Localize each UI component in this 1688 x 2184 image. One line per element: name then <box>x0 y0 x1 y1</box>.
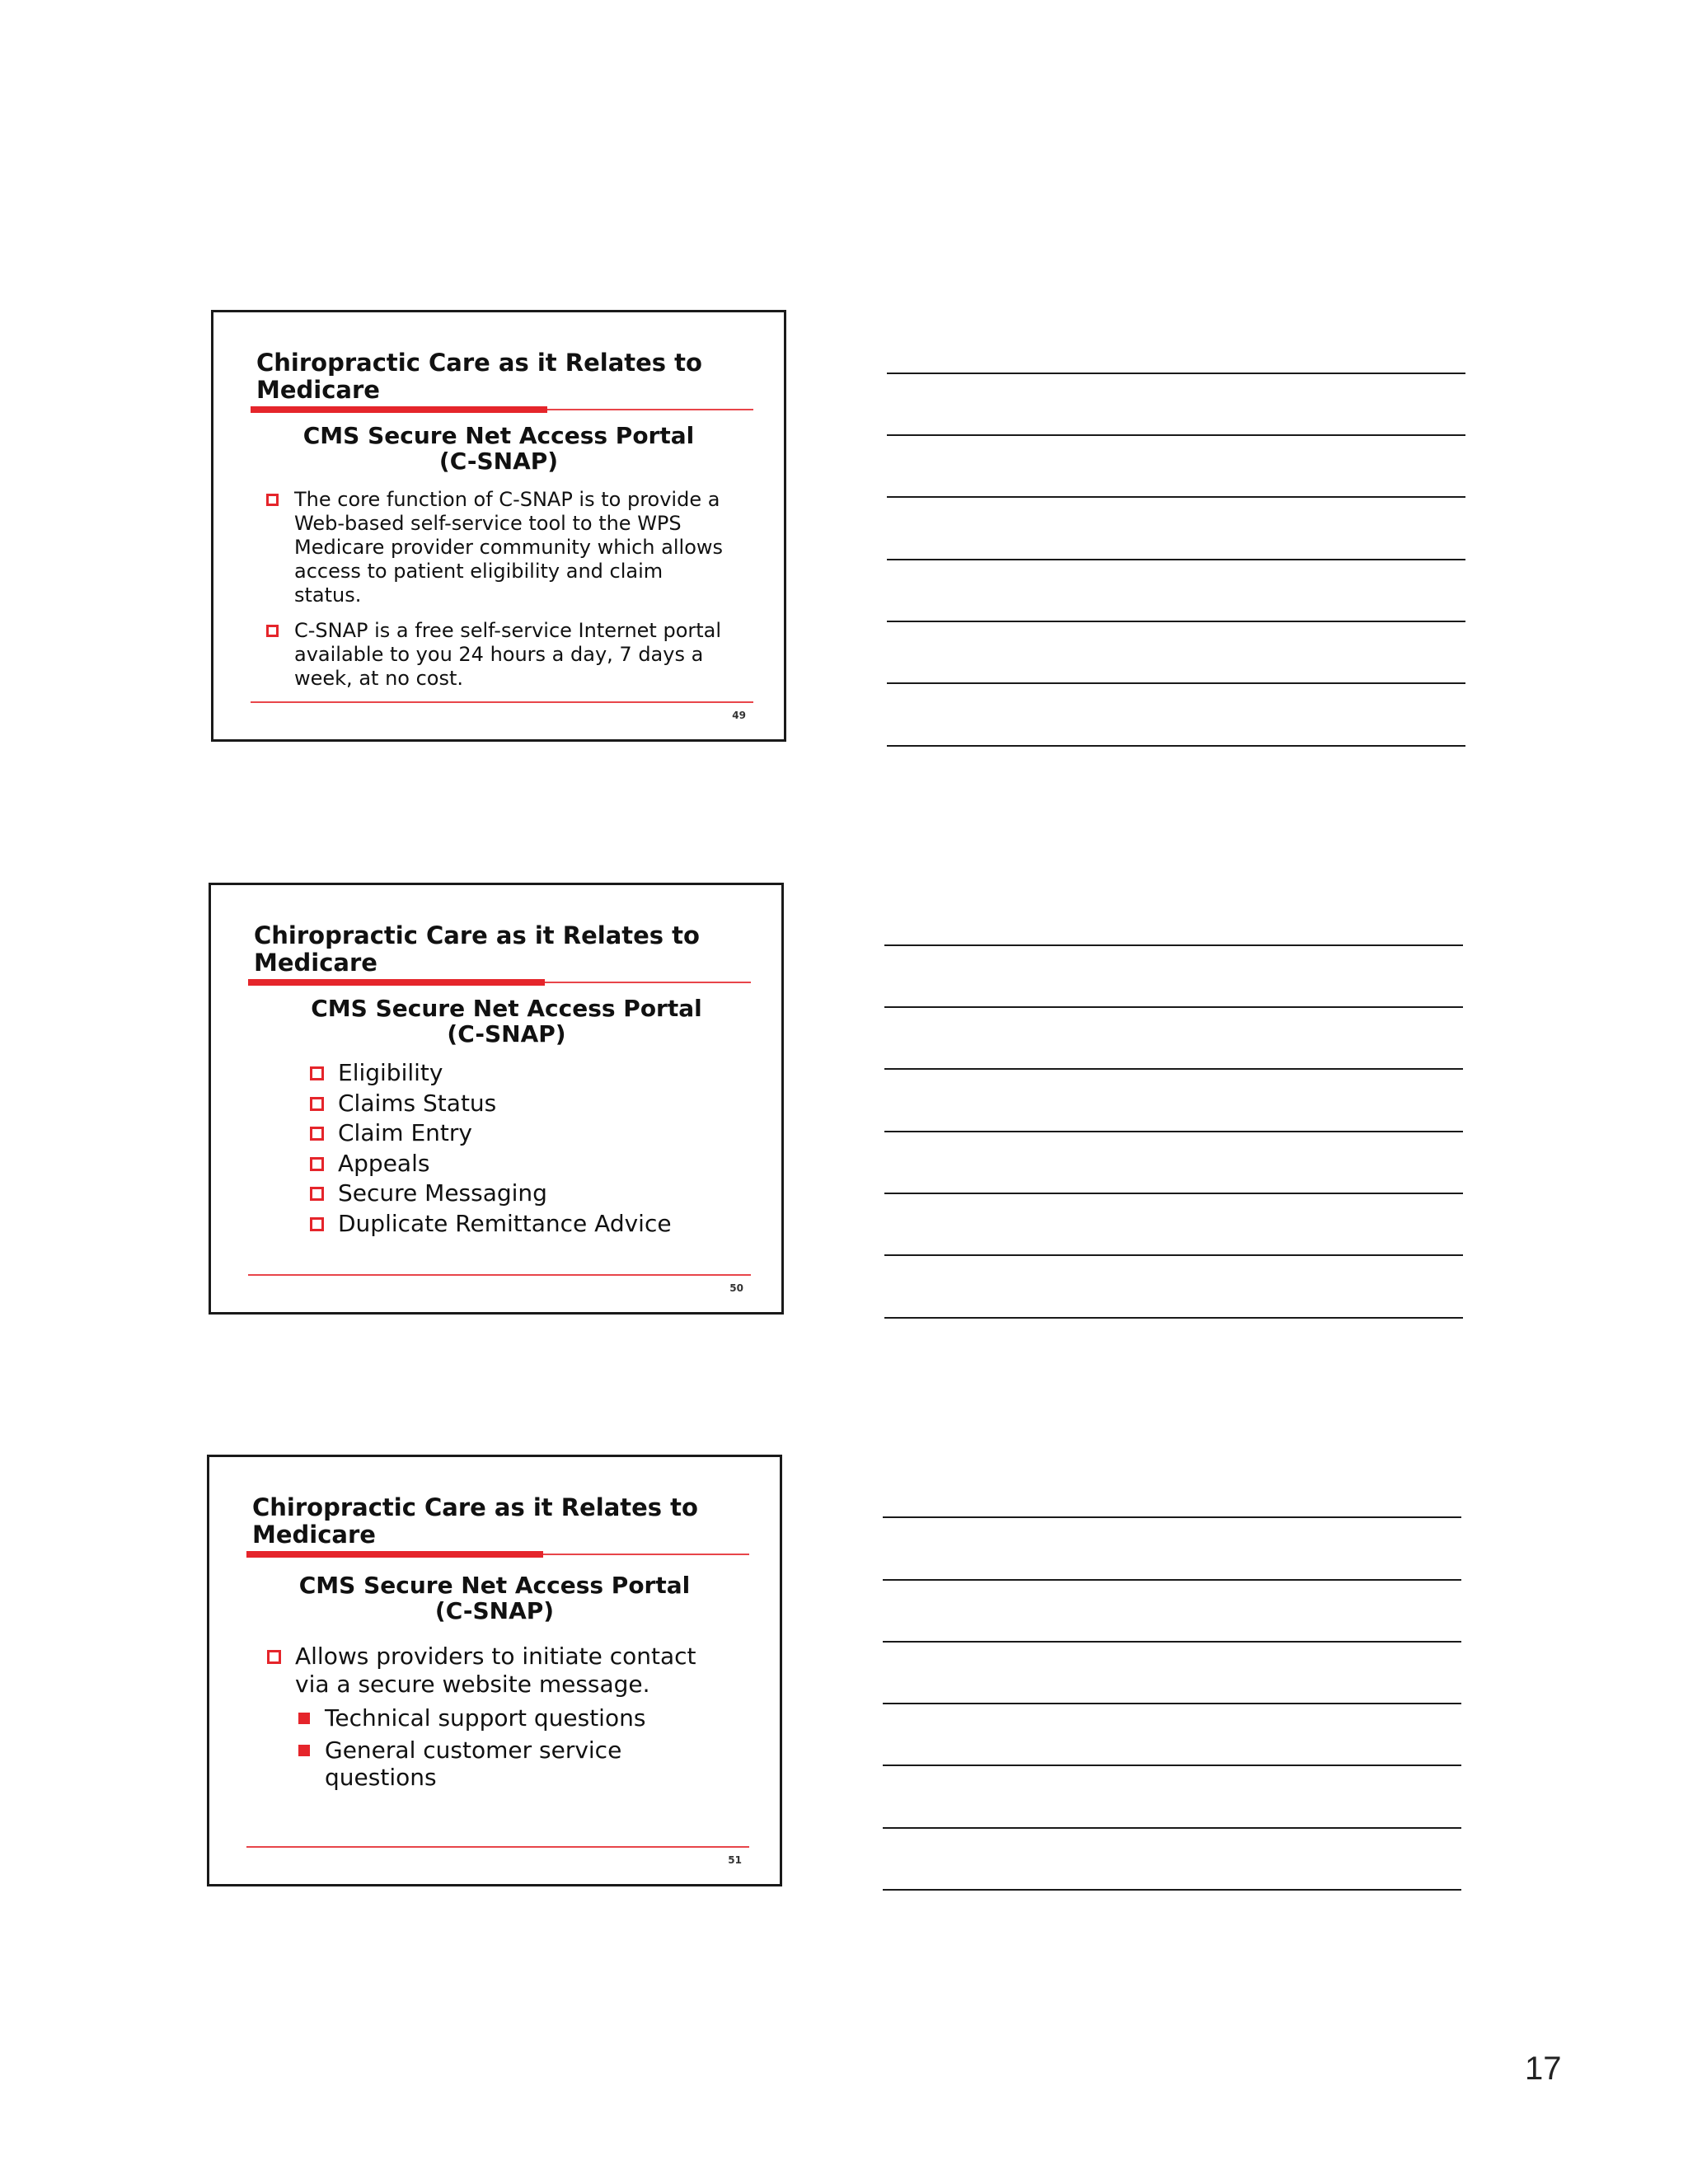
slide-number: 49 <box>732 710 746 721</box>
slide-49 <box>211 310 786 742</box>
slide-number: 51 <box>728 1854 742 1866</box>
list-item <box>298 1736 727 1791</box>
bullet-list <box>310 1058 722 1239</box>
slide-number: 50 <box>729 1282 743 1294</box>
title-accent-bar <box>246 1551 543 1558</box>
subtitle-line-1: CMS Secure Net Access Portal <box>298 1572 691 1599</box>
list-item <box>266 488 736 607</box>
list-item <box>310 1179 722 1209</box>
bullet-list <box>266 488 736 691</box>
note-line <box>883 1641 1461 1643</box>
filled-square-bullet-icon <box>298 1713 310 1724</box>
title-accent-bar <box>251 406 547 413</box>
slide-51 <box>207 1455 782 1886</box>
hollow-square-bullet-icon <box>310 1127 324 1141</box>
hollow-square-bullet-icon <box>310 1187 324 1201</box>
hollow-square-bullet-icon <box>310 1217 324 1231</box>
slide-subtitle <box>209 1572 780 1624</box>
note-line <box>887 682 1465 684</box>
note-line <box>883 1703 1461 1704</box>
note-line <box>887 745 1465 747</box>
note-line <box>884 1193 1463 1194</box>
note-line <box>887 496 1465 498</box>
slide-50 <box>209 883 784 1315</box>
slide-subtitle <box>213 423 784 474</box>
footer-rule <box>246 1846 749 1848</box>
list-item <box>298 1704 727 1732</box>
page-number: 17 <box>1525 2050 1562 2087</box>
subtitle-line-1: CMS Secure Net Access Portal <box>311 995 702 1022</box>
hollow-square-bullet-icon <box>310 1066 324 1080</box>
bullet-text: Secure Messaging <box>338 1179 547 1207</box>
hollow-square-bullet-icon <box>310 1157 324 1171</box>
subtitle-line-2: (C-SNAP) <box>434 1597 555 1624</box>
title-accent-bar <box>248 979 545 986</box>
hollow-square-bullet-icon <box>266 494 279 506</box>
sub-bullet-text: General customer service questions <box>325 1736 622 1791</box>
bullet-text: Duplicate Remittance Advice <box>338 1209 672 1237</box>
subtitle-line-2: (C-SNAP) <box>438 448 559 475</box>
sub-bullet-text: Technical support questions <box>325 1704 646 1732</box>
bullet-text: Eligibility <box>338 1059 443 1086</box>
note-line <box>883 1579 1461 1581</box>
slide-title: Chiropractic Care as it Relates to Medicare <box>252 1493 698 1549</box>
list-item <box>310 1209 722 1240</box>
slide-title: Chiropractic Care as it Relates to Medicare <box>254 921 700 977</box>
bullet-text: C-SNAP is a free self-service Internet portal available to you 24 hours a day, 7 days a week, at no cost. <box>294 619 722 690</box>
list-item <box>310 1058 722 1089</box>
note-line <box>884 1317 1463 1319</box>
note-line <box>887 621 1465 622</box>
slide-title: Chiropractic Care as it Relates to Medicare <box>256 349 702 404</box>
bullet-text: Claims Status <box>338 1089 497 1117</box>
bullet-text: The core function of C-SNAP is to provide a Web-based self-service tool to the WPS Medicare provider community which allows access to patient eligibility and claim status. <box>294 488 724 607</box>
bullet-text: Appeals <box>338 1149 430 1177</box>
hollow-square-bullet-icon <box>310 1097 324 1111</box>
note-line <box>887 434 1465 436</box>
list-item <box>310 1089 722 1119</box>
note-line <box>887 559 1465 560</box>
list-item <box>267 1643 729 1699</box>
bullet-text: Allows providers to initiate contact via a secure website message. <box>295 1643 696 1698</box>
footer-rule <box>248 1274 751 1276</box>
note-line <box>883 1889 1461 1891</box>
bullet-list <box>267 1643 729 1699</box>
note-line <box>887 373 1465 374</box>
footer-rule <box>251 701 753 703</box>
note-line <box>883 1827 1461 1829</box>
list-item <box>310 1149 722 1179</box>
sub-bullet-list <box>298 1704 727 1791</box>
note-line <box>884 944 1463 946</box>
subtitle-line-1: CMS Secure Net Access Portal <box>302 422 695 449</box>
list-item <box>310 1118 722 1149</box>
filled-square-bullet-icon <box>298 1745 310 1756</box>
note-line <box>884 1006 1463 1008</box>
note-line <box>883 1765 1461 1766</box>
subtitle-line-2: (C-SNAP) <box>447 1020 566 1047</box>
note-line <box>884 1068 1463 1070</box>
list-item <box>266 619 736 691</box>
hollow-square-bullet-icon <box>266 625 279 637</box>
note-line <box>884 1254 1463 1256</box>
bullet-text: Claim Entry <box>338 1119 472 1146</box>
note-line <box>884 1131 1463 1132</box>
slide-subtitle <box>232 996 781 1047</box>
note-line <box>883 1516 1461 1518</box>
hollow-square-bullet-icon <box>267 1650 281 1664</box>
